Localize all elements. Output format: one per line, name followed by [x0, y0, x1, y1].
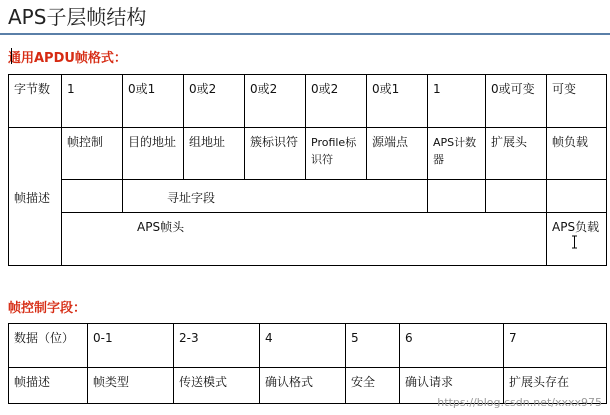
table-cell: 字节数: [9, 75, 62, 128]
table-cell: 0-1: [88, 324, 174, 368]
table-cell: APS计数器: [428, 128, 486, 180]
table-cell: 0或可变: [486, 75, 547, 128]
table-row: [9, 180, 607, 213]
watermark: https://blog.csdn.net/xxxx975: [437, 396, 602, 409]
table-cell: 扩展头存在: [504, 368, 607, 404]
table-cell: 传送模式: [174, 368, 260, 404]
table-cell: 0或1: [123, 75, 184, 128]
table-cell: 0或2: [184, 75, 245, 128]
text-cursor: [11, 48, 12, 64]
table-cell: 帧控制: [62, 128, 123, 180]
table-cell: [486, 180, 547, 213]
table-cell: 簇标识符: [245, 128, 306, 180]
table-cell: 数据（位）: [9, 324, 88, 368]
table-cell: 可变: [547, 75, 607, 128]
table-row: [9, 213, 607, 266]
table-cell: 6: [400, 324, 504, 368]
table-row: [9, 75, 607, 128]
table-cell: APS帧头: [62, 213, 547, 266]
table-cell: [428, 180, 486, 213]
table-cell: 组地址: [184, 128, 245, 180]
table-cell: 扩展头: [486, 128, 547, 180]
table-cell: 0或1: [367, 75, 428, 128]
table-cell: 7: [504, 324, 607, 368]
table-cell: 4: [260, 324, 346, 368]
table-cell: 0或2: [306, 75, 367, 128]
table-cell: 1: [428, 75, 486, 128]
table-cell: 2-3: [174, 324, 260, 368]
table-cell: 帧描述: [9, 128, 62, 266]
table-cell: 确认格式: [260, 368, 346, 404]
table-cell: 源端点: [367, 128, 428, 180]
table-cell: 目的地址: [123, 128, 184, 180]
table-cell: 5: [346, 324, 400, 368]
table-cell: 确认请求: [400, 368, 504, 404]
table-cell: [547, 180, 607, 213]
table-row: [9, 324, 607, 368]
frame-control-table: [8, 323, 607, 404]
page-title: APS子层帧结构: [8, 5, 147, 29]
table-cell: 安全: [346, 368, 400, 404]
table-cell: [62, 180, 123, 213]
title-divider: [0, 33, 610, 35]
section-heading-frame-control: 帧控制字段：: [8, 301, 87, 316]
table-cell: 帧类型: [88, 368, 174, 404]
table-cell: 0或2: [245, 75, 306, 128]
table-row: [9, 128, 607, 180]
table-cell: 帧负载: [547, 128, 607, 180]
table-cell: Profile标识符: [306, 128, 367, 180]
ibeam-cursor-icon: [571, 235, 578, 249]
section-heading-apdu-format: 通用APDU帧格式：: [8, 51, 127, 66]
table-cell: 1: [62, 75, 123, 128]
table-cell: 帧描述: [9, 368, 88, 404]
table-cell: APS负载: [547, 213, 607, 266]
apdu-format-table: [8, 74, 607, 266]
table-cell: 寻址字段: [123, 180, 428, 213]
